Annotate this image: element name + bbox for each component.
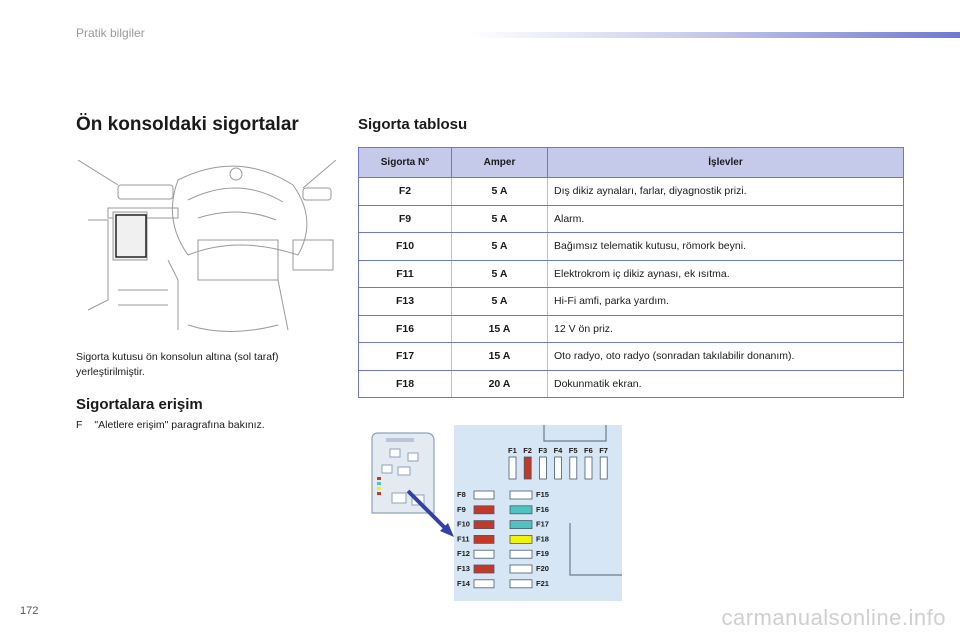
fuse-slot-left (474, 491, 494, 499)
cell-func: Alarm. (548, 205, 904, 233)
table-title: Sigorta tablosu (358, 116, 468, 133)
fuse-slot-top (509, 457, 516, 479)
fuse-slot-top (555, 457, 562, 479)
fuse-label-left: F9 (457, 504, 466, 514)
table-row (359, 343, 904, 371)
fuse-label-left: F8 (457, 490, 466, 499)
cell-amp: 15 A (452, 343, 548, 371)
fuse-slot-right (510, 580, 532, 588)
cell-func: 12 V ön priz. (548, 315, 904, 343)
fuse-access-title: Sigortalara erişim (76, 396, 203, 413)
fuse-label-top: F3 (538, 446, 548, 455)
cell-fuse: F10 (359, 233, 452, 261)
table-row (359, 233, 904, 261)
fuse-label-top: F4 (553, 446, 563, 455)
access-bullet-text: "Aletlere erişim" paragrafına bakınız. (94, 419, 265, 431)
fuse-slot-top (570, 457, 577, 479)
fuse-label-left: F10 (457, 519, 470, 529)
fuse-slot-top (600, 457, 607, 479)
table-row (359, 315, 904, 343)
fuse-slot-left (474, 506, 494, 514)
col-header-functions: İşlevler (548, 148, 904, 178)
fuse-label-left: F13 (457, 564, 470, 573)
cell-fuse: F16 (359, 315, 452, 343)
fuse-label-left: F14 (457, 578, 470, 588)
page-title: Ön konsoldaki sigortalar (76, 114, 299, 135)
col-header-amp: Amper (452, 148, 548, 178)
cell-fuse: F2 (359, 178, 452, 206)
cell-amp: 5 A (452, 233, 548, 261)
fuse-box-diagram (368, 425, 622, 601)
cell-fuse: F18 (359, 370, 452, 398)
fuse-slot-right (510, 535, 532, 543)
fuse-label-right: F15 (536, 490, 549, 499)
fuse-slot-top (539, 457, 546, 479)
cell-fuse: F9 (359, 205, 452, 233)
cell-func: Dış dikiz aynaları, farlar, diyagnostik prizi. (548, 178, 904, 206)
cell-amp: 5 A (452, 205, 548, 233)
cell-fuse: F17 (359, 343, 452, 371)
table-row (359, 288, 904, 316)
fuse-table (358, 147, 904, 398)
cell-amp: 15 A (452, 315, 548, 343)
fuse-label-right: F16 (536, 504, 549, 514)
fuse-label-right: F18 (536, 534, 549, 544)
fuse-label-top: F2 (523, 446, 532, 455)
cell-amp: 5 A (452, 288, 548, 316)
fuse-slot-left (474, 580, 494, 588)
cell-func: Dokunmatik ekran. (548, 370, 904, 398)
cell-func: Oto radyo, oto radyo (sonradan takılabilir donanım). (548, 343, 904, 371)
cell-func: Elektrokrom iç dikiz aynası, ek ısıtma. (548, 260, 904, 288)
bullet-icon: F (76, 419, 83, 431)
fuse-slot-left (474, 521, 494, 529)
fuse-slot-left (474, 565, 494, 573)
fuse-slot-right (510, 506, 532, 514)
fuse-label-right: F21 (536, 578, 549, 588)
fuse-slot-left (474, 535, 494, 543)
page-section-header: Pratik bilgiler (76, 26, 145, 40)
fuse-slot-right (510, 550, 532, 558)
fuse-label-left: F12 (457, 549, 470, 559)
fuse-label-top: F1 (508, 446, 517, 455)
table-row (359, 178, 904, 206)
cell-fuse: F13 (359, 288, 452, 316)
fuse-slot-right (510, 491, 532, 499)
dashboard-illustration (78, 160, 336, 338)
col-header-fuse: Sigorta N° (359, 148, 452, 178)
table-row (359, 370, 904, 398)
fuse-slot-right (510, 521, 532, 529)
table-row (359, 260, 904, 288)
fuse-label-right: F17 (536, 519, 549, 529)
fuse-label-top: F5 (568, 446, 578, 455)
fuse-label-right: F19 (536, 549, 549, 559)
table-row (359, 205, 904, 233)
cell-func: Bağımsız telematik kutusu, römork beyni. (548, 233, 904, 261)
page-number: 172 (20, 605, 39, 617)
watermark: carmanualsonline.info (721, 605, 946, 630)
header-gradient-bar (470, 32, 960, 38)
cell-amp: 20 A (452, 370, 548, 398)
fuse-label-left: F11 (457, 534, 470, 544)
fuse-slot-top (585, 457, 592, 479)
fuse-slot-left (474, 550, 494, 558)
cell-amp: 5 A (452, 260, 548, 288)
cell-fuse: F11 (359, 260, 452, 288)
fuse-label-top: F6 (584, 446, 593, 455)
access-bullet (76, 419, 265, 431)
cell-func: Hi-Fi amfi, parka yardım. (548, 288, 904, 316)
cell-amp: 5 A (452, 178, 548, 206)
fuse-slot-right (510, 565, 532, 573)
fuse-label-right: F20 (536, 564, 549, 573)
fuse-location-text: Sigorta kutusu ön konsolun altına (sol taraf) yerleştirilmiştir. (76, 351, 279, 378)
fuse-slot-top (524, 457, 531, 479)
fuse-label-top: F7 (599, 446, 608, 455)
